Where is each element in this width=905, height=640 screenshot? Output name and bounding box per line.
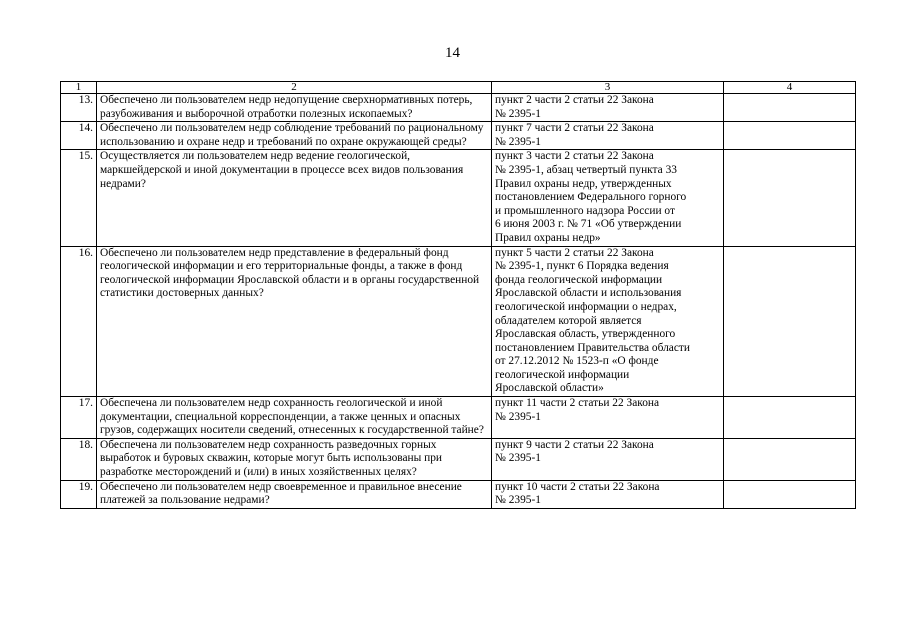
reference-line: № 2395-1, пункт 6 Порядка ведения xyxy=(495,260,669,273)
table-row xyxy=(61,94,856,122)
reference-line: Правил охраны недр, утвержденных xyxy=(495,177,672,190)
table-header-row xyxy=(61,82,856,94)
requirement-question: Обеспечено ли пользователем недр соблюдение требований по рациональному использованию и охране недр и требований по охране окружающей среды? xyxy=(97,122,492,150)
reference-line: пункт 3 части 2 статьи 22 Закона xyxy=(495,150,654,163)
table-row xyxy=(61,480,856,508)
row-number: 19. xyxy=(61,480,97,508)
answer-cell xyxy=(724,94,856,122)
reference-line: № 2395-1 xyxy=(495,494,541,507)
column-header-4: 4 xyxy=(724,82,856,94)
checklist-table xyxy=(60,81,856,509)
reference-line: Правил охраны недр» xyxy=(495,231,601,244)
requirement-question: Обеспечено ли пользователем недр недопущение сверхнормативных потерь, разубоживания и выборочной отработки полезных ископаемых? xyxy=(97,94,492,122)
reference-line: № 2395-1 xyxy=(495,107,541,120)
legal-reference xyxy=(492,246,724,397)
legal-reference xyxy=(492,122,724,150)
column-header-2: 2 xyxy=(97,82,492,94)
table-body xyxy=(61,94,856,509)
reference-line: пункт 11 части 2 статьи 22 Закона xyxy=(495,397,660,410)
column-header-3: 3 xyxy=(492,82,724,94)
reference-line: № 2395-1 xyxy=(495,135,541,148)
table-row xyxy=(61,122,856,150)
page-number: 14 xyxy=(445,45,460,61)
answer-cell xyxy=(724,122,856,150)
reference-line: постановлением Федерального горного xyxy=(495,191,687,204)
reference-line: 6 июня 2003 г. № 71 «Об утверждении xyxy=(495,218,682,231)
reference-line: геологической информации о недрах, xyxy=(495,300,677,313)
reference-line: геологической информации xyxy=(495,368,630,381)
row-number: 14. xyxy=(61,122,97,150)
reference-line: постановлением Правительства области xyxy=(495,341,690,354)
reference-line: Ярославской области и использования xyxy=(495,287,682,300)
reference-line: от 27.12.2012 № 1523-п «О фонде xyxy=(495,355,659,368)
table-row xyxy=(61,150,856,246)
reference-line: пункт 7 части 2 статьи 22 Закона xyxy=(495,122,654,135)
reference-line: фонда геологической информации xyxy=(495,273,663,286)
requirement-question: Обеспечена ли пользователем недр сохранность геологической и иной документации, специальной корреспонденции, а также ценных и опасных грузов, содержащих носители сведений, отнесенных к государственной тайне? xyxy=(97,397,492,439)
reference-line: Ярославская область, утвержденного xyxy=(495,328,676,341)
table-row xyxy=(61,246,856,397)
table-row xyxy=(61,397,856,439)
requirement-question: Обеспечено ли пользователем недр своевременное и правильное внесение платежей за пользование недрами? xyxy=(97,480,492,508)
legal-reference xyxy=(492,150,724,246)
legal-reference xyxy=(492,397,724,439)
answer-cell xyxy=(724,246,856,397)
requirement-question: Обеспечена ли пользователем недр сохранность разведочных горных выработок и буровых скважин, которые могут быть использованы при разработке месторождений и (или) в иных хозяйственных целях? xyxy=(97,438,492,480)
row-number: 17. xyxy=(61,397,97,439)
row-number: 13. xyxy=(61,94,97,122)
reference-line: пункт 9 части 2 статьи 22 Закона xyxy=(495,438,654,451)
requirement-question: Обеспечено ли пользователем недр представление в федеральный фонд геологической информации и его территориальные фонды, а также в фонд геологической информации Ярославской области и в органы государственной статистики достоверных данных? xyxy=(97,246,492,397)
legal-reference xyxy=(492,480,724,508)
reference-line: пункт 5 части 2 статьи 22 Закона xyxy=(495,246,654,259)
row-number: 15. xyxy=(61,150,97,246)
table-row xyxy=(61,438,856,480)
row-number: 18. xyxy=(61,438,97,480)
answer-cell xyxy=(724,150,856,246)
reference-line: и промышленного надзора России от xyxy=(495,204,675,217)
reference-line: № 2395-1, абзац четвертый пункта 33 xyxy=(495,163,677,176)
answer-cell xyxy=(724,438,856,480)
reference-line: Ярославской области» xyxy=(495,382,604,395)
requirement-question: Осуществляется ли пользователем недр ведение геологической, маркшейдерской и иной документации в процессе всех видов пользования недрами? xyxy=(97,150,492,246)
reference-line: № 2395-1 xyxy=(495,452,541,465)
reference-line: № 2395-1 xyxy=(495,410,541,423)
legal-reference xyxy=(492,94,724,122)
answer-cell xyxy=(724,397,856,439)
reference-line: пункт 10 части 2 статьи 22 Закона xyxy=(495,480,660,493)
legal-reference xyxy=(492,438,724,480)
row-number: 16. xyxy=(61,246,97,397)
reference-line: обладателем которой является xyxy=(495,314,642,327)
reference-line: пункт 2 части 2 статьи 22 Закона xyxy=(495,94,654,106)
column-header-1: 1 xyxy=(61,82,97,94)
answer-cell xyxy=(724,480,856,508)
